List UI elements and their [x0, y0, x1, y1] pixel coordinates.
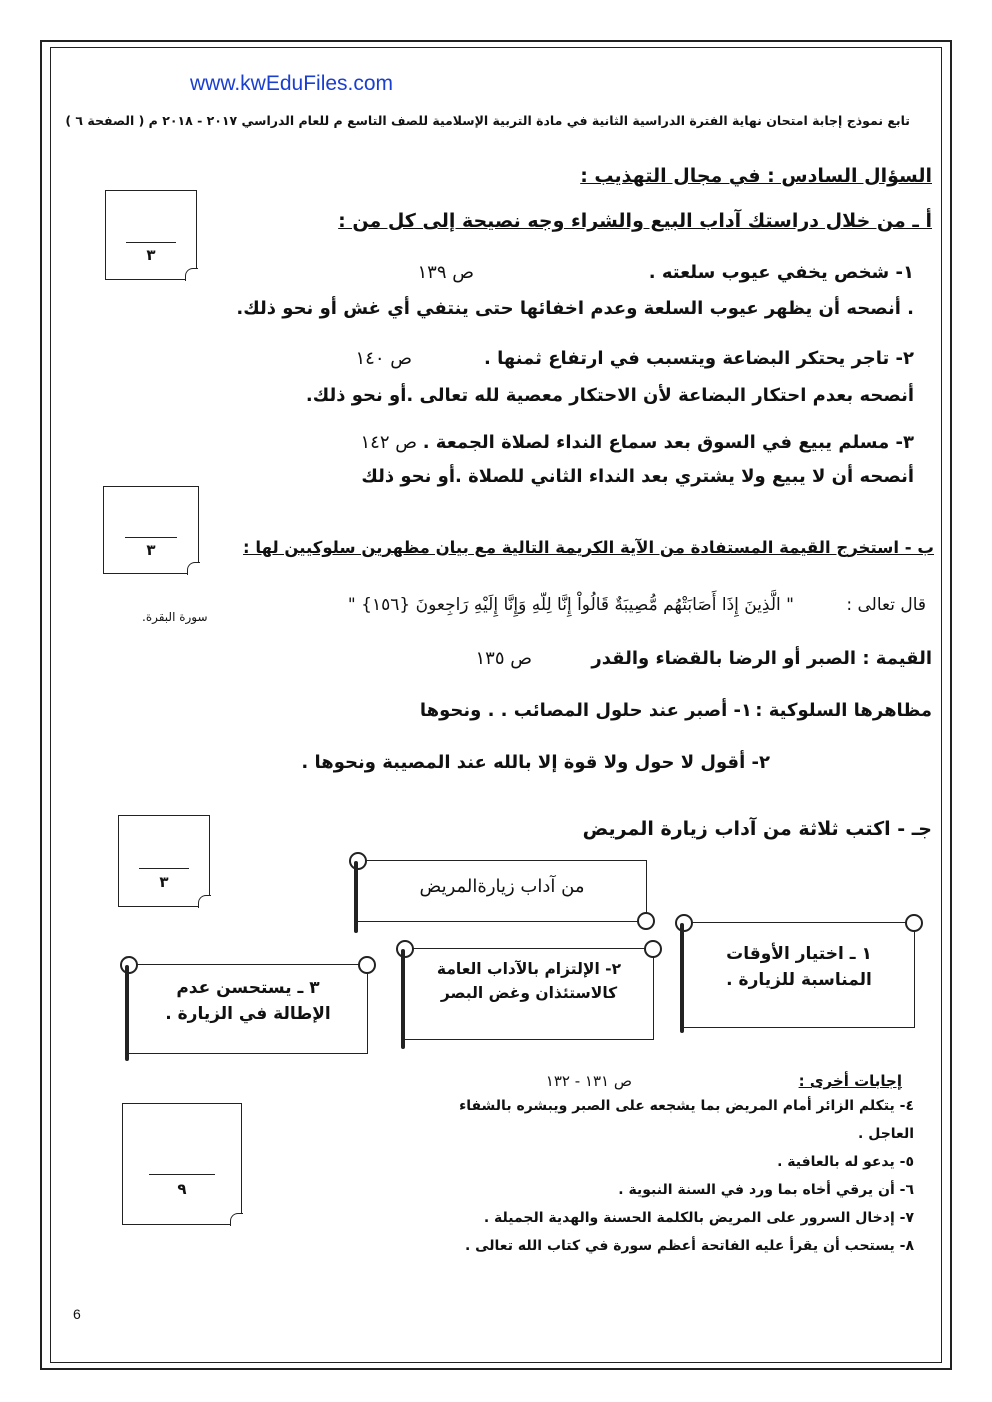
score-box-total: ٩: [122, 1103, 242, 1225]
question-title: السؤال السادس : في مجال التهذيب :: [580, 165, 932, 187]
surah-name: سورة البقرة.: [142, 610, 208, 624]
other-answer-8: ٨- يستحب أن يقرأ عليه الفاتحة أعظم سورة في كتاب الله تعالى .: [464, 1238, 914, 1254]
scroll-item-1: [683, 922, 915, 1028]
scroll1-line2: المناسبة للزيارة .: [726, 970, 872, 991]
score-box-a: ٣: [105, 190, 197, 280]
other-answer-4: ٤- يتكلم الزائر أمام المريض بما يشجعه على الصبر ويبشره بالشفاء: [459, 1098, 914, 1114]
verse-intro: قال تعالى :: [846, 595, 926, 615]
verse-text: " الَّذِينَ إِذَا أَصَابَتْهُم مُّصِيبَةٌ قَالُواْ إِنَّا لِلّهِ وَإِنَّا إِلَيْهِ رَاجِعونَ {١٥٦} ": [347, 595, 794, 615]
item-a2-question: ٢- تاجر يحتكر البضاعة ويتسبب في ارتفاع ثمنها .: [484, 348, 914, 369]
scroll2-line2: كالاستئذان وغض البصر: [440, 984, 618, 1003]
value-ref: ص ١٣٥: [475, 648, 532, 669]
page-number: 6: [73, 1306, 81, 1322]
section-c-title: جـ - اكتب ثلاثة من آداب زيارة المريض: [582, 818, 932, 840]
scroll-item-3: [128, 964, 368, 1054]
item-a3-ref: ص ١٤٢: [360, 432, 417, 453]
item-a3-question: ٣- مسلم يبيع في السوق بعد سماع النداء لصلاة الجمعة .: [422, 432, 914, 453]
banner-text: من آداب زيارةالمريض: [419, 876, 585, 897]
section-b-title: ب - استخرج القيمة المستفادة من الآية الكريمة التالية مع بيان مظهرين سلوكيين لها :: [243, 538, 934, 557]
item-a2-answer: أنصحه بعدم احتكار البضاعة لأن الاحتكار معصية لله تعالى .أو نحو ذلك.: [305, 385, 914, 406]
behavior-2: ٢- أقول لا حول ولا قوة إلا بالله عند المصيبة ونحوها .: [301, 752, 770, 773]
item-a1-question: ١- شخص يخفي عيوب سلعته .: [648, 262, 914, 283]
value-answer: القيمة : الصبر أو الرضا بالقضاء والقدر: [591, 648, 932, 669]
score-box-b: ٣: [103, 486, 199, 574]
other-answer-4-cont: العاجل .: [858, 1126, 914, 1142]
other-answers-ref: ص ١٣١ - ١٣٢: [545, 1072, 632, 1090]
item-a1-ref: ص ١٣٩: [417, 262, 474, 283]
section-a-title: أ ـ من خلال دراستك آداب البيع والشراء وجه نصيحة إلى كل من :: [338, 210, 932, 232]
scroll-item-2: [404, 948, 654, 1040]
other-answer-7: ٧- إدخال السرور على المريض بالكلمة الحسنة والهدية الجميلة .: [483, 1210, 914, 1226]
scroll1-line1: ١ ـ اختيار الأوقات: [726, 944, 872, 964]
scroll3-line1: ٣ ـ يستحسن عدم: [176, 978, 320, 998]
scroll2-line1: ٢- الإلتزام بالآداب العامة: [436, 960, 622, 978]
behaviors-label: مظاهرها السلوكية :: [755, 700, 932, 721]
score-box-c: ٣: [118, 815, 210, 907]
site-url[interactable]: www.kwEduFiles.com: [190, 72, 394, 95]
other-answer-6: ٦- أن يرقي أخاه بما ورد في السنة النبوية .: [618, 1182, 914, 1198]
item-a1-answer: . أنصحه أن يظهر عيوب السلعة وعدم اخفائها حتى ينتفي أي غش أو نحو ذلك.: [236, 298, 914, 319]
item-a2-ref: ص ١٤٠: [355, 348, 412, 369]
page-header: تابع نموذج إجابة امتحان نهاية الفترة الدراسية الثانية في مادة التربية الإسلامية للصف التاسع م للعام الدراسي ٢٠١٧ - ٢٠١٨ م ( الصفحة ٦ ): [65, 113, 910, 128]
item-a3-answer: أنصحه أن لا يبيع ولا يشتري بعد النداء الثاني للصلاة .أو نحو ذلك: [361, 466, 914, 487]
scroll3-line2: الإطالة في الزيارة .: [165, 1004, 331, 1025]
other-answer-5: ٥- يدعو له بالعافية .: [777, 1154, 914, 1170]
behavior-1: ١- أصبر عند حلول المصائب . . ونحوها: [419, 700, 752, 721]
other-answers-label: إجابات أخرى :: [798, 1072, 902, 1090]
scroll-banner: [357, 860, 647, 922]
